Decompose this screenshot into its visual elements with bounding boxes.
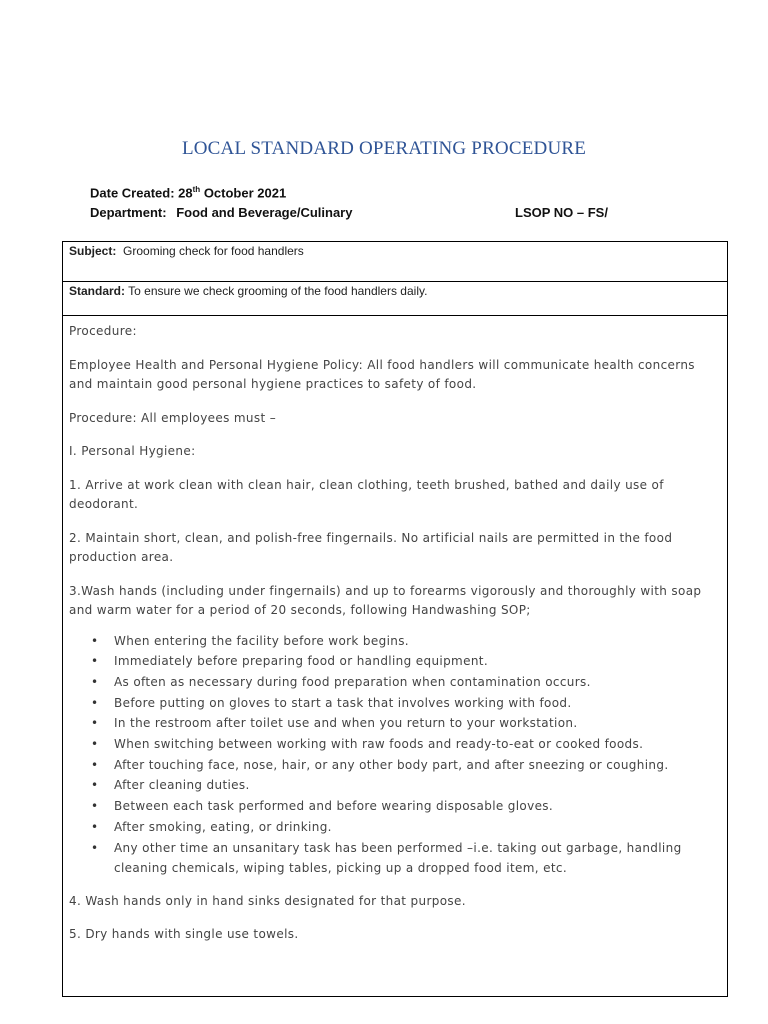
department-label: Department: <box>90 205 167 220</box>
list-item: • Between each task performed and before wearing disposable gloves. <box>114 796 721 817</box>
list-item: • As often as necessary during food preparation when contamination occurs. <box>114 672 721 693</box>
list-item: • When entering the facility before work begins. <box>114 631 721 652</box>
list-item: • Before putting on gloves to start a task that involves working with food. <box>114 693 721 714</box>
date-created <box>90 185 286 200</box>
document-title: LOCAL STANDARD OPERATING PROCEDURE <box>181 138 587 159</box>
department-row <box>90 205 610 220</box>
standard-value: To ensure we check grooming of the food handlers daily. <box>128 284 428 298</box>
date-label: Date Created: <box>90 185 175 201</box>
list-item: • In the restroom after toilet use and when you return to your workstation. <box>114 713 721 734</box>
list-item: • After touching face, nose, hair, or any other body part, and after sneezing or coughing. <box>114 755 721 776</box>
subject-box <box>62 241 728 282</box>
procedure-heading: Procedure: <box>69 324 137 338</box>
subject-value: Grooming check for food handlers <box>123 244 304 258</box>
list-item: • Immediately before preparing food or handling equipment. <box>114 651 721 672</box>
lsop-number: LSOP NO – FS/ <box>515 205 608 220</box>
date-day: 28 <box>178 185 193 201</box>
list-item: • Any other time an unsanitary task has been performed –i.e. taking out garbage, handling cleaning chemicals, wiping tables, picking up a dropped food item, etc. <box>114 838 721 879</box>
date-rest: October 2021 <box>203 185 287 201</box>
department-value: Food and Beverage/Culinary <box>176 205 353 220</box>
procedure-item-2: 2. Maintain short, clean, and polish-free fingernails. No artificial nails are permitted in the food production area. <box>69 530 673 564</box>
procedure-box <box>62 315 728 997</box>
standard-box <box>62 281 728 316</box>
procedure-item-1: 1. Arrive at work clean with clean hair, clean clothing, teeth brushed, bathed and daily use of deodorant. <box>69 477 664 511</box>
list-item: • After smoking, eating, or drinking. <box>114 817 721 838</box>
procedure-intro: Procedure: All employees must – <box>69 410 277 425</box>
policy-text: Employee Health and Personal Hygiene Policy: All food handlers will communicate health concerns and maintain good personal hygiene practices to safety of food. <box>69 357 695 391</box>
date-suffix: th <box>192 185 201 194</box>
procedure-item-5: 5. Dry hands with single use towels. <box>69 927 299 942</box>
procedure-item-3: 3.Wash hands (including under fingernails) and up to forearms vigorously and thoroughly with soap and warm water for a period of 20 seconds, following Handwashing SOP; <box>69 583 702 617</box>
handwashing-list <box>69 631 721 879</box>
section-personal-hygiene: I. Personal Hygiene: <box>69 444 196 458</box>
list-item: • When switching between working with raw foods and ready-to-eat or cooked foods. <box>114 734 721 755</box>
procedure-item-4: 4. Wash hands only in hand sinks designated for that purpose. <box>69 893 466 908</box>
list-item: • After cleaning duties. <box>114 775 721 796</box>
subject-label: Subject: <box>69 244 117 258</box>
standard-label: Standard: <box>69 284 126 298</box>
